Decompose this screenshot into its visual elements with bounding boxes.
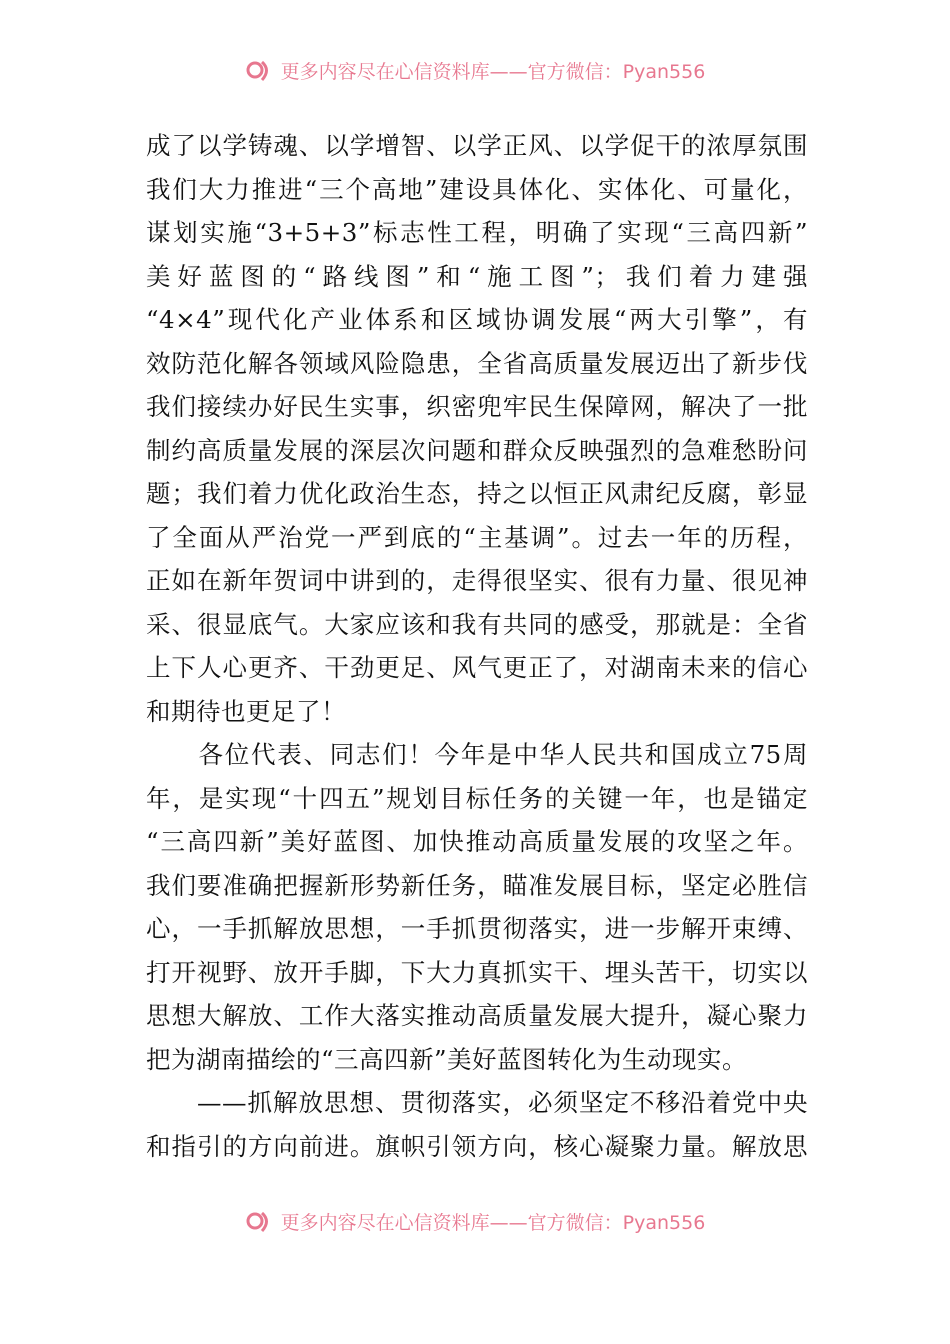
text-line: 成了以学铸魂、以学增智、以学正风、以学促干的浓厚氛围 [146, 131, 808, 160]
watermark-logo-icon [245, 56, 273, 84]
text-line: 我们大力推进“三个高地”建设具体化、实体化、可量化， [146, 174, 808, 204]
text-line: 了全面从严治党一严到底的“主基调”。过去一年的历程， [146, 522, 808, 552]
document-body [146, 124, 808, 1168]
text-line: 上下人心更齐、干劲更足、风气更正了，对湖南未来的信心 [146, 653, 808, 682]
text-line: 谋划实施“3+5+3”标志性工程，明确了实现“三高四新” [146, 218, 808, 247]
text-line: “4×4”现代化产业体系和区域协调发展“两大引擎”，有 [146, 305, 808, 334]
text-line: 和指引的方向前进。旗帜引领方向，核心凝聚力量。解放思 [146, 1131, 808, 1161]
text-line: 和期待也更足了！ [146, 696, 346, 726]
text-line: ——抓解放思想、贯彻落实，必须坚定不移沿着党中央 [146, 1088, 808, 1117]
header-watermark [0, 50, 950, 90]
text-line: 我们接续办好民生实事，织密兜牢民生保障网，解决了一批 [146, 392, 808, 421]
text-line: 打开视野、放开手脚，下大力真抓实干、埋头苦干，切实以 [146, 957, 808, 987]
text-line: 美好蓝图的“路线图”和“施工图”；我们着力建强 [146, 261, 808, 291]
text-line: 思想大解放、工作大落实推动高质量发展大提升，凝心聚力 [146, 1001, 808, 1030]
text-line: 效防范化解各领域风险隐患，全省高质量发展迈出了新步伐 [146, 348, 808, 378]
watermark-logo-icon [245, 1207, 273, 1235]
text-line: 制约高质量发展的深层次问题和群众反映强烈的急难愁盼问 [146, 435, 808, 465]
text-line: 题；我们着力优化政治生态，持之以恒正风肃纪反腐，彰显 [146, 479, 808, 508]
text-line: 正如在新年贺词中讲到的，走得很坚实、很有力量、很见神 [146, 566, 808, 595]
text-line: 把为湖南描绘的“三高四新”美好蓝图转化为生动现实。 [146, 1044, 748, 1074]
watermark-text: 更多内容尽在心信资料库——官方微信：Pyan556 [280, 1211, 706, 1234]
text-line: 各位代表、同志们！今年是中华人民共和国成立75周 [146, 740, 808, 769]
text-line: 心，一手抓解放思想，一手抓贯彻落实，进一步解开束缚、 [146, 914, 808, 943]
text-line: 我们要准确把握新形势新任务，瞄准发展目标，坚定必胜信 [146, 870, 808, 900]
text-line: “三高四新”美好蓝图、加快推动高质量发展的攻坚之年。 [146, 827, 808, 856]
footer-watermark [0, 1201, 950, 1241]
text-line: 年，是实现“十四五”规划目标任务的关键一年，也是锚定 [146, 783, 808, 813]
watermark-text: 更多内容尽在心信资料库——官方微信：Pyan556 [280, 60, 706, 83]
text-line: 采、很显底气。大家应该和我有共同的感受，那就是：全省 [146, 609, 808, 639]
